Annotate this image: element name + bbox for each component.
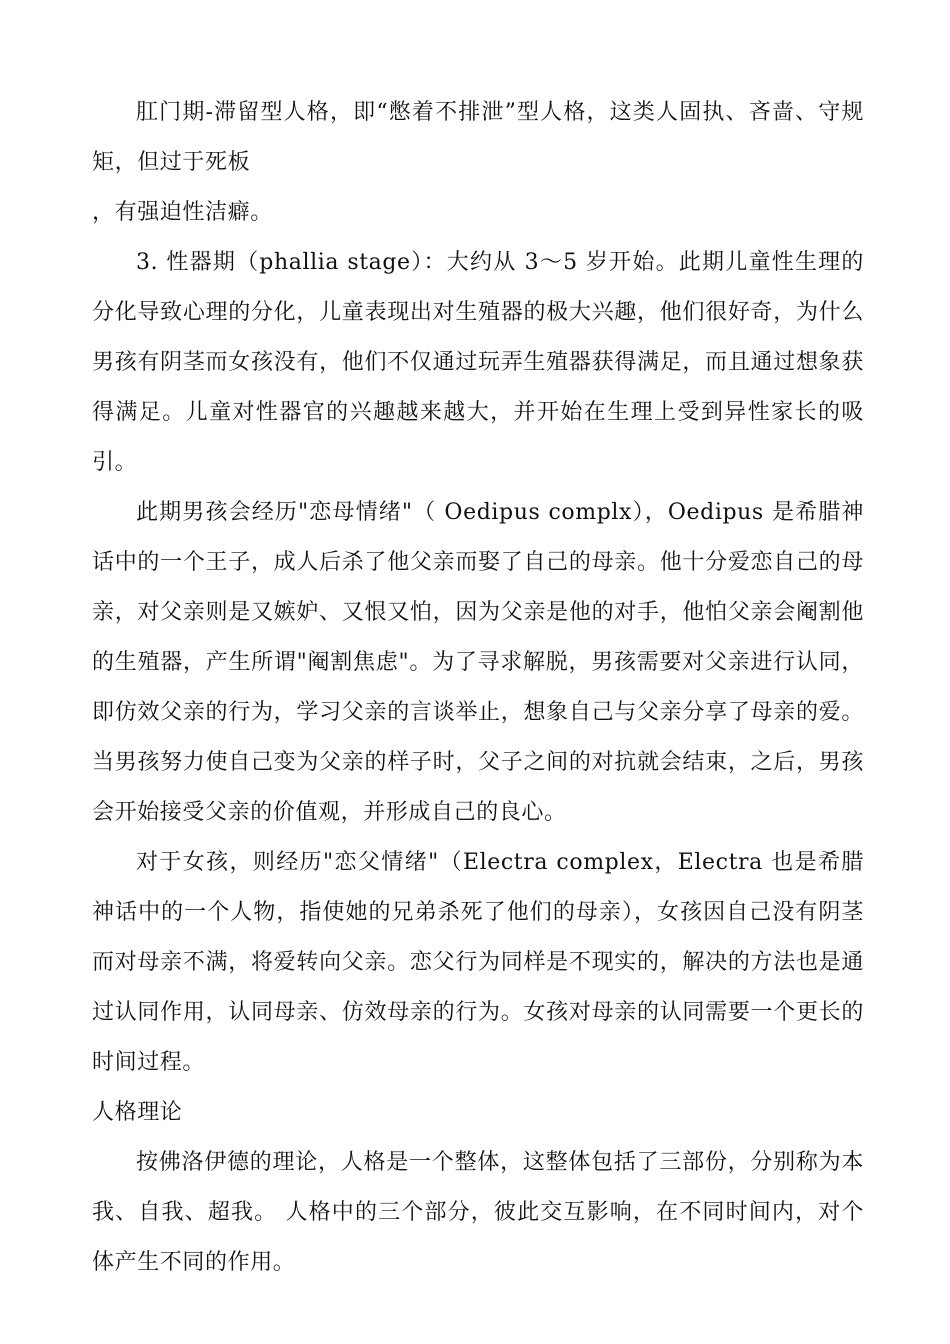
paragraph-anal-retentive: 肛门期-滞留型人格，即“憋着不排泄”型人格，这类人固执、吝啬、守规矩，但过于死板 — [92, 100, 864, 175]
paragraph-electra: 对于女孩，则经历"恋父情绪"（Electra complex，Electra 也是希腊神话中的一个人物，指使她的兄弟杀死了他们的母亲），女孩因自己没有阴茎而对母亲不满，将爱转向父亲。恋父行为同样是不现实的，解决的方法也是通过认同作用，认同母亲、仿效母亲的行为。女孩对母亲的认同需要一个更长的时间过程。 — [92, 850, 864, 1075]
section-heading-personality-theory: 人格理论 — [92, 1100, 183, 1125]
document-body — [92, 88, 864, 1288]
paragraph-phallic-stage: 3. 性器期（phallia stage）：大约从 3～5 岁开始。此期儿童性生理的分化导致心理的分化，儿童表现出对生殖器的极大兴趣，他们很好奇，为什么男孩有阴茎而女孩没有，他们不仅通过玩弄生殖器获得满足，而且通过想象获得满足。儿童对性器官的兴趣越来越大，并开始在生理上受到异性家长的吸引。 — [92, 250, 864, 475]
paragraph-continuation: ，有强迫性洁癖。 — [92, 200, 273, 225]
paragraph-personality-structure: 按佛洛伊德的理论，人格是一个整体，这整体包括了三部份，分别称为本我、自我、超我。 人格中的三个部分，彼此交互影响，在不同时间内，对个体产生不同的作用。 — [92, 1150, 864, 1275]
paragraph-oedipus: 此期男孩会经历"恋母情绪"（ Oedipus complx），Oedipus 是希腊神话中的一个王子，成人后杀了他父亲而娶了自己的母亲。他十分爱恋自己的母亲，对父亲则是又嫉妒、又恨又怕，因为父亲是他的对手，他怕父亲会阉割他的生殖器，产生所谓"阉割焦虑"。为了寻求解脱，男孩需要对父亲进行认同，即仿效父亲的行为，学习父亲的言谈举止，想象自己与父亲分享了母亲的爱。当男孩努力使自己变为父亲的样子时，父子之间的对抗就会结束，之后，男孩会开始接受父亲的价值观，并形成自己的良心。 — [92, 500, 864, 825]
